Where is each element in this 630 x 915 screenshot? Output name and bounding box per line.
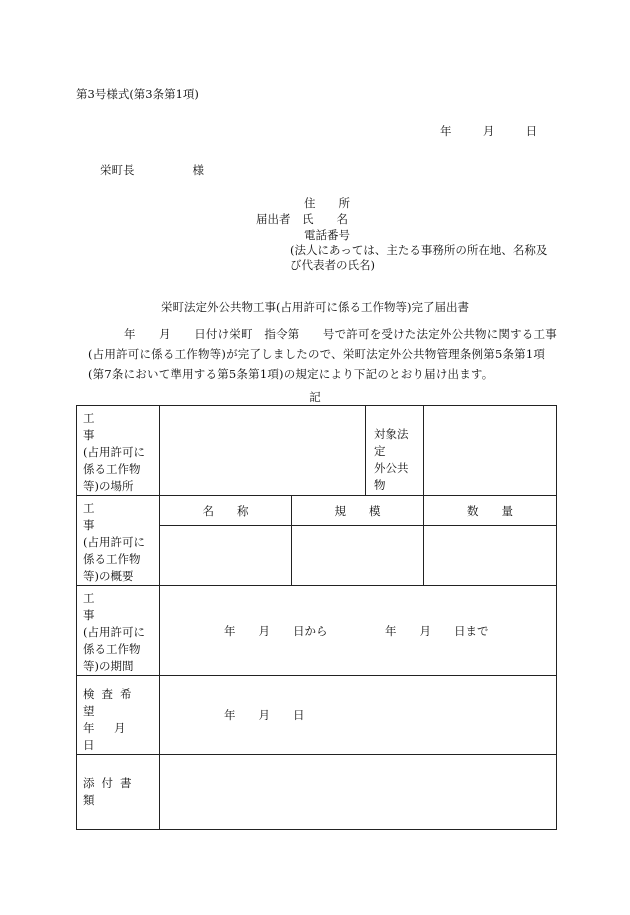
corporate-note: (法人にあっては、主たる事務所の所在地、名称及び代表者の氏名) xyxy=(290,243,548,272)
addressee-name: 栄町長 xyxy=(100,163,135,177)
row-period xyxy=(77,586,557,676)
row-location xyxy=(77,406,557,496)
period-label-line4: 等)の期間 xyxy=(83,659,134,673)
reporter-label: 届出者 xyxy=(256,212,291,226)
date-day-label: 日 xyxy=(525,124,538,138)
addressee-honorific: 様 xyxy=(192,163,204,177)
attachments-value[interactable] xyxy=(160,755,557,830)
body-text: 年 月 日付け栄町 指令第 号で許可を受けた法定外公共物に関する工事(占用許可に係る工作物等)が完了しましたので、栄町法定外公共物管理条例第5条第1項(第7条において準用する第5条第1項)の規定により下記のとおり届け出ます。 xyxy=(88,327,557,381)
col-name-header: 名 称 xyxy=(160,496,292,526)
summary-name-value[interactable] xyxy=(160,526,292,586)
summary-label-line4: 等)の概要 xyxy=(83,569,134,583)
summary-label xyxy=(77,496,160,586)
target-public-property-value[interactable] xyxy=(424,406,557,496)
period-value[interactable]: 年 月 日から 年 月 日まで xyxy=(160,586,557,676)
attachments-label: 添付書類 xyxy=(77,755,160,830)
location-label xyxy=(77,406,160,496)
inspection-label xyxy=(77,676,160,755)
summary-label-line3: 係る工作物 xyxy=(83,552,141,566)
location-label-line1: 工 事 xyxy=(83,411,152,442)
phone-label: 電話番号 xyxy=(304,228,350,242)
target-label-line2: 外公共物 xyxy=(374,461,409,492)
document-title: 栄町法定外公共物工事(占用許可に係る工作物等)完了届出書 xyxy=(161,300,469,314)
row-attachments xyxy=(77,755,557,830)
location-label-line2: (占用許可に xyxy=(83,445,145,459)
submission-date xyxy=(440,123,537,139)
date-year-label: 年 xyxy=(440,124,452,138)
summary-quantity-value[interactable] xyxy=(424,526,557,586)
summary-label-line1: 工 事 xyxy=(83,501,152,532)
period-label-line3: 係る工作物 xyxy=(83,642,141,656)
reporter-block xyxy=(256,195,350,243)
col-quantity-header: 数 量 xyxy=(424,496,557,526)
period-label-line2: (占用許可に xyxy=(83,625,145,639)
location-label-line3: 係る工作物 xyxy=(83,462,141,476)
name-label: 氏 名 xyxy=(302,212,348,226)
date-month-label: 月 xyxy=(482,124,495,138)
reporter-name-row xyxy=(256,211,350,227)
address-label: 住 所 xyxy=(304,196,350,210)
inspection-label-line1: 検査希望 xyxy=(83,687,139,718)
summary-scale-value[interactable] xyxy=(292,526,424,586)
addressee xyxy=(100,162,204,178)
report-table xyxy=(76,405,557,830)
location-label-line4: 等)の場所 xyxy=(83,479,134,493)
period-label xyxy=(77,586,160,676)
inspection-label-line2: 年 月 日 xyxy=(83,721,145,752)
location-value[interactable] xyxy=(160,406,366,496)
col-scale-header: 規 模 xyxy=(292,496,424,526)
target-public-property-label xyxy=(366,406,424,496)
ki-heading: 記 xyxy=(309,390,321,404)
summary-label-line2: (占用許可に xyxy=(83,535,145,549)
form-number: 第3号様式(第3条第1項) xyxy=(76,87,199,101)
row-inspection xyxy=(77,676,557,755)
row-summary-header xyxy=(77,496,557,526)
target-label-line1: 対象法定 xyxy=(374,427,409,458)
period-label-line1: 工 事 xyxy=(83,591,152,622)
inspection-date-value[interactable]: 年 月 日 xyxy=(160,676,557,755)
